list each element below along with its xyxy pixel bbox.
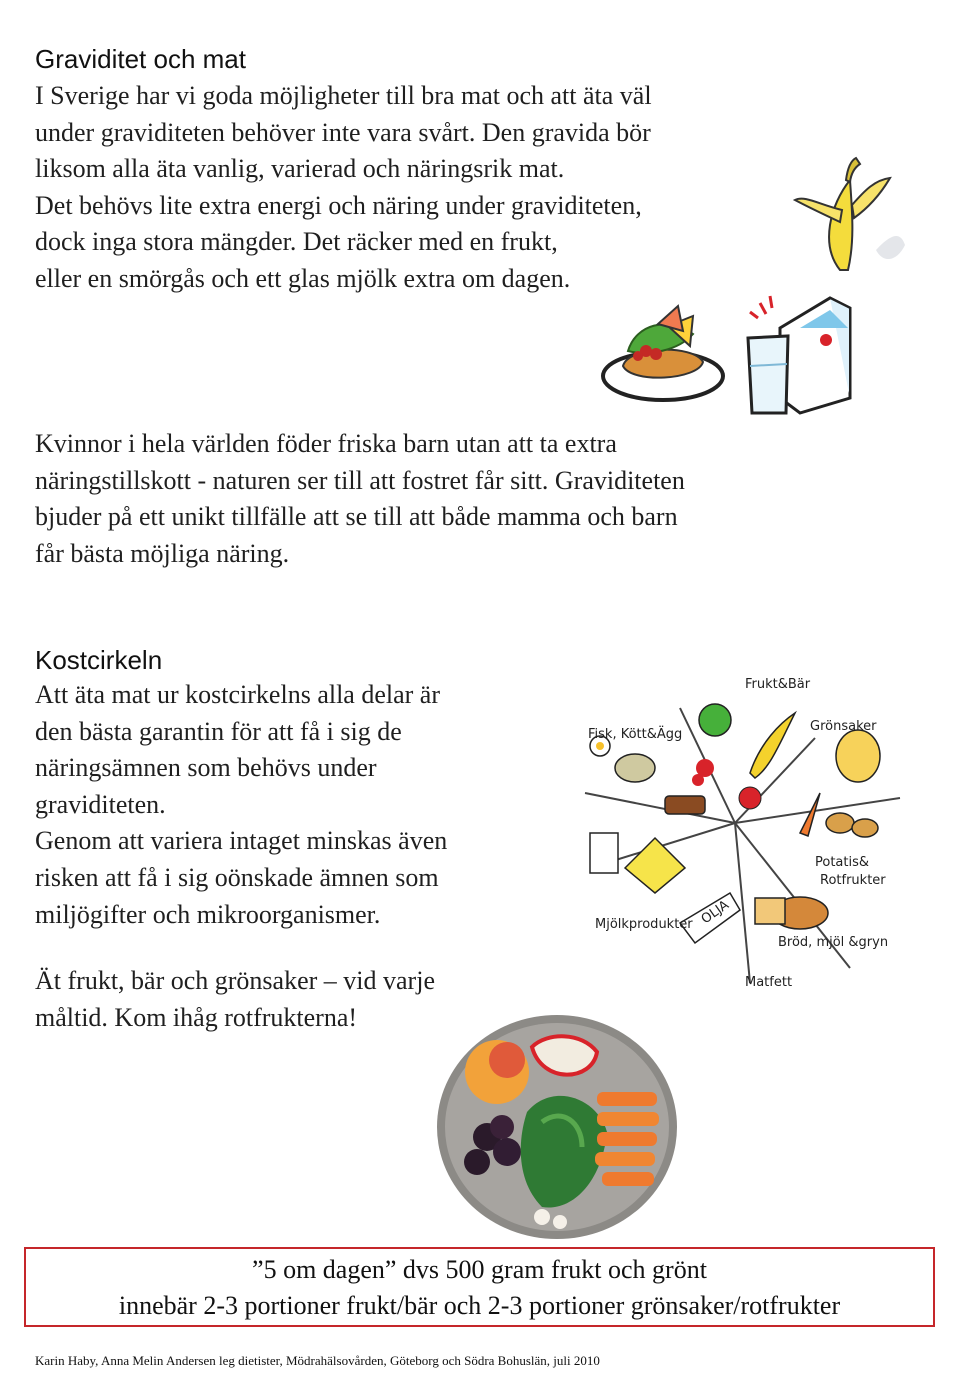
paragraph-line: Att äta mat ur kostcirkelns alla delar är — [35, 680, 441, 709]
sandwich-illustration — [598, 296, 728, 408]
paragraph-line: risken att få i sig oönskade ämnen som — [35, 862, 439, 892]
paragraph-line: miljögifter och mikroorganismer. — [35, 899, 381, 929]
food-circle-paragraph — [35, 677, 447, 933]
author-footer: Karin Haby, Anna Melin Andersen leg dietister, Mödrahälsovården, Göteborg och Södra Bohuslän, juli 2010 — [35, 1353, 600, 1368]
nutrition-paragraph — [35, 426, 685, 572]
paragraph-line: måltid. Kom ihåg rotfrukterna! — [35, 1002, 358, 1032]
paragraph-line: eller en smörgås och ett glas mjölk extra om dagen. — [35, 263, 571, 293]
food-label-fruit: Frukt&Bär — [745, 677, 811, 692]
paragraph-line: bjuder på ett unikt tillfälle att se till att både mamma och barn — [35, 502, 678, 532]
food-label-fat: Matfett — [745, 975, 793, 990]
food-label-potatoes-2: Rotfrukter — [820, 873, 886, 888]
food-label-potatoes-1: Potatis& — [815, 855, 870, 870]
paragraph-line: under graviditeten behöver inte vara svårt. Den gravida bör — [35, 117, 651, 147]
food-label-vegetables: Grönsaker — [810, 719, 877, 734]
paragraph-line: liksom alla äta vanlig, varierad och näringsrik mat. — [35, 154, 565, 184]
paragraph-line: I Sverige har vi goda möjligheter till bra mat och att äta väl — [35, 81, 652, 110]
paragraph-line: näringstillskott - naturen ser till att fostret får sitt. Graviditeten — [35, 465, 685, 495]
paragraph-line: Det behövs lite extra energi och näring under graviditeten, — [35, 190, 642, 220]
section-title-food-circle: Kostcirkeln — [35, 645, 163, 675]
paragraph-line: Kvinnor i hela världen föder friska barn utan att ta extra — [35, 429, 617, 458]
bottle-label: OLJA — [698, 897, 732, 928]
five-a-day-detail: innebär 2-3 portioner frukt/bär och 2-3 portioner grönsaker/rotfrukter — [118, 1291, 841, 1320]
paragraph-line: Genom att variera intaget minskas även — [35, 826, 448, 856]
food-circle-illustration — [570, 668, 930, 998]
food-label-fish: Fisk, Kött&Ägg — [588, 727, 683, 742]
food-label-dairy: Mjölkprodukter — [595, 917, 693, 932]
paragraph-line: får bästa möjliga näring. — [35, 538, 290, 568]
vegetable-tip — [35, 963, 435, 1036]
paragraph-line: graviditeten. — [35, 789, 166, 819]
section-title-pregnancy: Graviditet och mat — [35, 44, 246, 74]
banana-illustration — [780, 150, 910, 280]
food-label-bread: Bröd, mjöl &gryn — [778, 935, 889, 950]
paragraph-line: den bästa garantin för att få i sig de — [35, 716, 402, 746]
milk-glass-illustration — [740, 288, 870, 418]
pregnancy-paragraph — [35, 78, 652, 298]
five-a-day-box — [24, 1247, 935, 1327]
paragraph-line: näringsämnen som behövs under — [35, 753, 377, 783]
five-a-day-headline: ”5 om dagen” dvs 500 gram frukt och grönt — [252, 1255, 707, 1284]
paragraph-line: dock inga stora mängder. Det räcker med en frukt, — [35, 227, 558, 257]
vegetable-plate-photo — [432, 1012, 682, 1242]
paragraph-line: Ät frukt, bär och grönsaker – vid varje — [35, 966, 435, 995]
